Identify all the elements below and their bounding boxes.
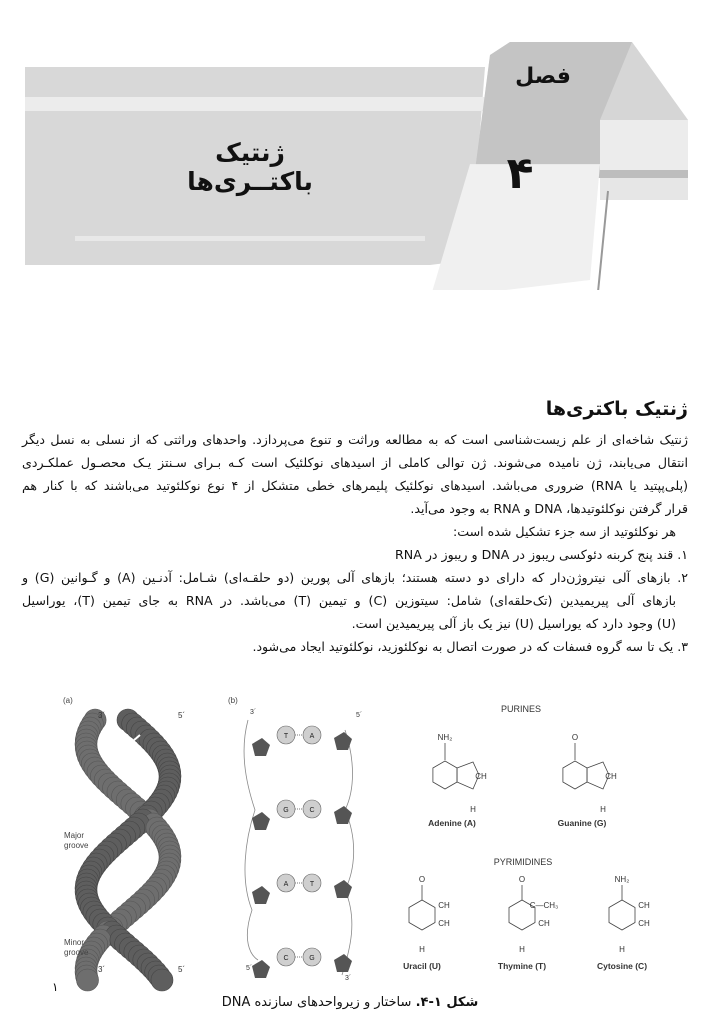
strand-arrow xyxy=(127,862,152,882)
base-letter: T xyxy=(283,733,289,740)
base-letter: T xyxy=(309,881,315,888)
atom-label: CH xyxy=(638,901,650,910)
backbone-sphere xyxy=(151,969,173,991)
atom-label: CH xyxy=(638,919,650,928)
base-letter: A xyxy=(309,733,315,740)
end-label: 3´ xyxy=(250,709,257,716)
cytosine-label: Cytosine (C) xyxy=(596,961,648,971)
thymine-label: Thymine (T) xyxy=(497,961,547,971)
deoxyribose-pentagon xyxy=(252,812,270,830)
paragraph-line: ژنتیک شاخه‌ای از علم زیست‌شناسی است که به مطالعه وراثت و تنوع می‌پردازد. واحدهای وراثتی که از نسلی به نسل دیگر xyxy=(22,432,688,447)
section-heading: ژنتیک باکتری‌ها xyxy=(545,398,688,420)
panel-b-label: (b) xyxy=(228,696,238,705)
atom-label: NH₂ xyxy=(437,733,453,742)
atom-label: H xyxy=(470,805,476,814)
dna-helix-model xyxy=(75,709,181,991)
purines-title: PURINES xyxy=(500,704,542,714)
paragraph-line: قرار گرفتن نوکلئوتیدها، DNA و RNA به وجود می‌آید. xyxy=(410,501,688,516)
strand-arrow xyxy=(113,735,140,758)
base-letter: G xyxy=(283,807,289,814)
atom-label: H xyxy=(619,945,625,954)
pyrimidine-structures xyxy=(409,875,650,954)
intro-line: هر نوکلئوتید از سه جزء تشکیل شده است: xyxy=(452,524,676,539)
panel-a-label: (a) xyxy=(63,696,73,705)
purine-structures xyxy=(433,733,617,814)
uracil-label: Uracil (U) xyxy=(403,961,441,971)
paragraph-line: (پلی‌پپتید یا RNA) ضروری می‌باشد. اسیدهای نوکلئیک پلیمرهای خطی متشکل از ۴ نوع نوکلئوتید می‌باشند که با کنار هم xyxy=(22,478,688,493)
atom-label: CH xyxy=(475,772,487,781)
ring-bond xyxy=(609,900,635,930)
list-item-1: ۱. قند پنج کربنه دئوکسی ریبوز در DNA و ریبوز در RNA xyxy=(395,547,688,562)
list-item-3: ۳. یک تا سه گروه فسفات که در صورت اتصال به نوکلئوزید، نوکلئوتید ایجاد می‌شود. xyxy=(252,639,688,654)
major-groove-label: Major xyxy=(64,831,85,840)
major-groove-label: groove xyxy=(64,841,89,850)
end-label: 5´ xyxy=(178,965,186,974)
atom-label: CH xyxy=(605,772,617,781)
list-item-2-cont: بازهای آلی پیریمیدین (تک‌حلقه‌ای) شامل: سیتوزین (C) و تیمین (T) می‌باشد. در RNA به جای تیمین (T)، یوراسیل xyxy=(22,593,676,608)
end-label: 5´ xyxy=(356,712,363,719)
ring-bond xyxy=(409,900,435,930)
end-label: 5´ xyxy=(246,965,253,972)
end-label: 3´ xyxy=(98,965,106,974)
atom-label: O xyxy=(518,875,526,884)
page-number: ۱ xyxy=(52,980,59,994)
banner-graphic xyxy=(0,0,708,290)
backbone-sphere xyxy=(77,969,99,991)
deoxyribose-pentagon xyxy=(334,954,352,972)
end-label: 3´ xyxy=(98,711,106,720)
dna-ladder-diagram xyxy=(244,720,354,978)
caption-label: شکل ۱-۴. xyxy=(415,995,479,1010)
end-label: 3´ xyxy=(345,975,352,982)
deoxyribose-pentagon xyxy=(252,886,270,904)
atom-label: NH₂ xyxy=(614,875,630,884)
atom-label: CH xyxy=(538,919,550,928)
atom-label: H xyxy=(600,805,606,814)
base-letter: C xyxy=(309,807,315,814)
atom-label: O xyxy=(571,733,579,742)
atom-label: CH xyxy=(438,901,450,910)
atom-label: O xyxy=(418,875,426,884)
dna-figure xyxy=(0,690,708,1024)
pyrimidines-title: PYRIMIDINES xyxy=(493,857,553,867)
ring-bond xyxy=(433,761,457,789)
base-letter: A xyxy=(283,881,289,888)
atom-label: C—CH₃ xyxy=(529,901,559,910)
chapter-title: ژنتیک باکتــری‌ها xyxy=(187,138,313,196)
deoxyribose-pentagon xyxy=(252,738,270,756)
backbone-right xyxy=(342,730,354,975)
atom-label: CH xyxy=(438,919,450,928)
caption-text: ساختار و زیرواحدهای سازنده DNA xyxy=(221,995,412,1010)
deoxyribose-pentagon xyxy=(334,880,352,898)
chapter-banner xyxy=(0,0,708,290)
guanine-label: Guanine (G) xyxy=(557,818,607,828)
figure-caption xyxy=(150,995,550,1010)
end-label: 5´ xyxy=(178,711,186,720)
dna-figure-graphic xyxy=(0,690,708,1024)
ring-bond xyxy=(563,761,587,789)
atom-label: H xyxy=(519,945,525,954)
chapter-label: فصل xyxy=(515,64,571,89)
minor-groove-label: groove xyxy=(64,948,89,957)
base-letter: C xyxy=(283,955,289,962)
chapter-number: ۴ xyxy=(506,148,534,199)
adenine-label: Adenine (A) xyxy=(428,818,476,828)
minor-groove-label: Minor xyxy=(64,938,85,947)
base-letter: G xyxy=(309,955,315,962)
list-item-2: ۲. بازهای آلی نیتروژن‌دار که دارای دو دسته هستند؛ بازهای آلی پورین (دو حلقـه‌ای) شـامل: آدنـین (A) و گـوانین (G) و xyxy=(22,570,689,585)
deoxyribose-pentagon xyxy=(252,960,270,978)
paragraph-line: انتقال می‌یابند، ژن نامیده می‌شوند. ژن توالی کاملی از اسیدهای نوکلئیک است کـه بـرای سـنتز یـک محصـول عملکـردی xyxy=(22,455,688,470)
list-item-2-cont: (U) وجود دارد که یوراسیل (U) نیز یک باز آلی پیریمیدین است. xyxy=(351,616,676,631)
atom-label: H xyxy=(419,945,425,954)
